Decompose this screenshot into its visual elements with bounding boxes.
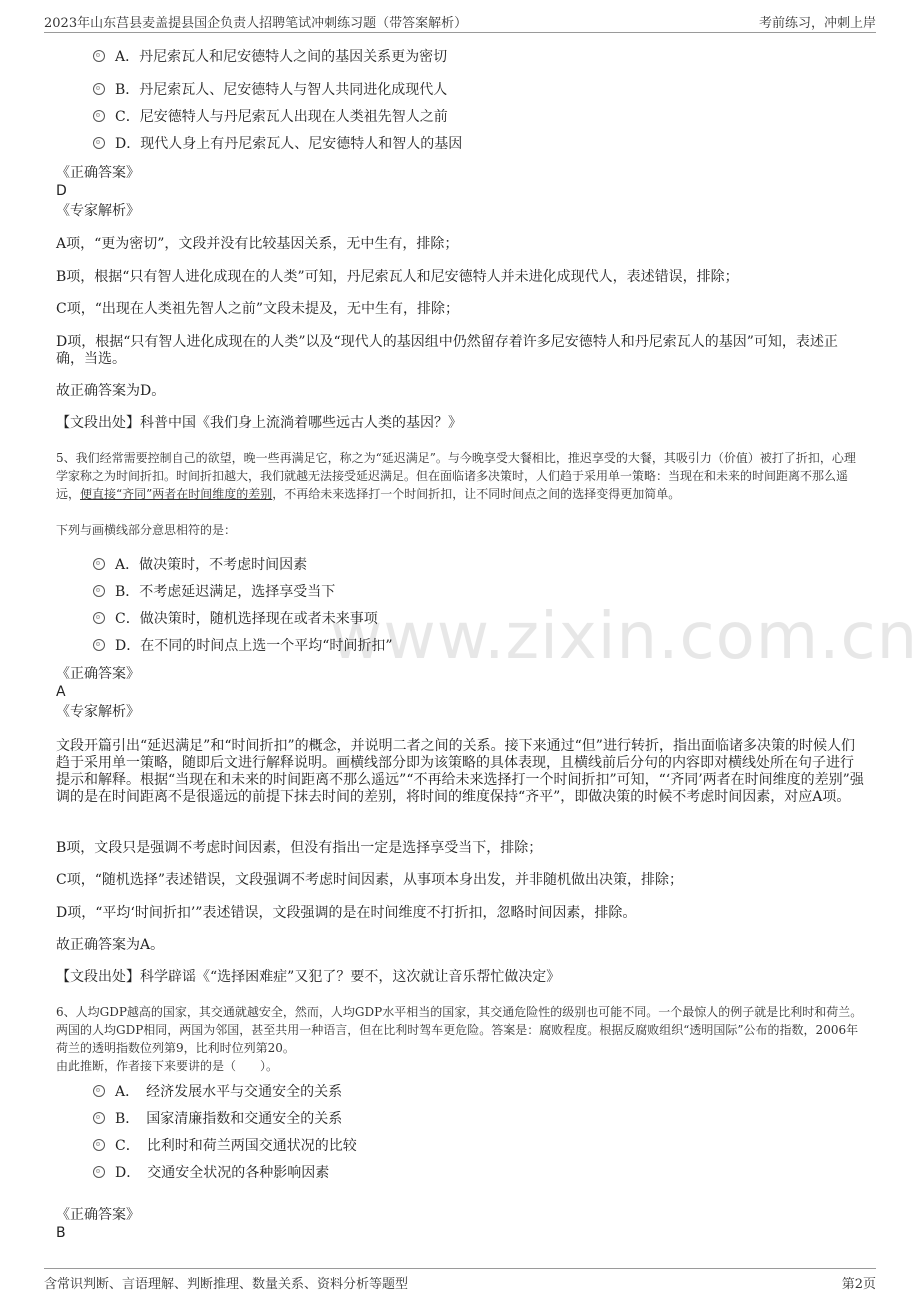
q4-analysis-c: C项，“出现在人类祖先智人之前”文段未提及，无中生有，排除； (56, 301, 460, 317)
q5-stem-part2: ，不再给未来选择打一个时间折扣，让不同时间点之间的选择变得更加简单。 (272, 487, 681, 501)
q4-conclusion: 故正确答案为D。 (56, 383, 166, 399)
q4-analysis-label: 《专家解析》 (56, 203, 140, 219)
q6-option-d[interactable] (93, 1163, 329, 1183)
q5-option-d[interactable] (93, 636, 393, 656)
q4-analysis-a: A项，“更为密切”，文段并没有比较基因关系，无中生有，排除； (56, 236, 459, 252)
radio-icon[interactable] (93, 110, 105, 122)
radio-icon[interactable] (93, 1166, 105, 1178)
option-text: C． 比利时和荷兰两国交通状况的比较 (115, 1138, 357, 1154)
q6-answer-label: 《正确答案》 (56, 1207, 140, 1223)
q4-analysis-b: B项，根据“只有智人进化成现在的人类”可知，丹尼索瓦人和尼安德特人并未进化成现代人，表述错误，排除； (56, 269, 739, 285)
q5-stem (56, 449, 864, 503)
page-footer (44, 1268, 876, 1293)
q6-stem: 6、人均GDP越高的国家，其交通就越安全，然而，人均GDP水平相当的国家，其交通危险性的级别也可能不同。一个最惊人的例子就是比利时和荷兰。两国的人均GDP相同，两国为邻国，甚至共用一种语言，但在比利时驾车更危险。答案是：腐败程度。根据反腐败组织“透明国际”公布的指数，2006年荷兰的透明指数位列第9，比利时位列第20。 (56, 1005, 863, 1055)
q5-prompt: 下列与画横线部分意思相符的是： (56, 523, 237, 537)
q4-answer-label: 《正确答案》 (56, 165, 140, 181)
q4-analysis-d: D项，根据“只有智人进化成现在的人类”以及“现代人的基因组中仍然留存着许多尼安德特人和丹尼索瓦人的基因”可知，表述正确，当选。 (56, 334, 838, 367)
document-title: 2023年山东莒县麦盖提县国企负责人招聘笔试冲刺练习题（带答案解析） (44, 16, 468, 31)
radio-icon[interactable] (93, 1112, 105, 1124)
q6-prompt: 由此推断，作者接下来要讲的是（ ）。 (56, 1059, 279, 1073)
q5-stem-part1: 5、我们经常需要控制自己的欲望，晚一些再满足它，称之为“延迟满足”。与今晚享受大餐相比，推迟享受的大餐，其吸引力（价值）被打了折扣，心理学家称之为时间折扣。时间折扣越大，我们就越无法接受延迟满足。但在面临诸多决策时，人们趋于采用单一策略：当现在和未来的时间距离不那么遥远， (56, 451, 856, 501)
option-text: A．做决策时，不考虑时间因素 (115, 557, 308, 573)
q4-option-c[interactable] (93, 107, 448, 127)
radio-icon[interactable] (93, 558, 105, 570)
radio-icon[interactable] (93, 1139, 105, 1151)
q6-option-a[interactable] (93, 1082, 342, 1102)
q6-option-b[interactable] (93, 1109, 342, 1129)
q5-stem-underlined: 便直接“齐同”两者在时间维度的差别 (80, 487, 273, 501)
radio-icon[interactable] (93, 1085, 105, 1097)
q5-option-b[interactable] (93, 582, 335, 602)
q5-source: 【文段出处】科学辟谣《“选择困难症”又犯了？要不，这次就让音乐帮忙做决定》 (56, 969, 561, 985)
option-text: B． 国家清廉指数和交通安全的关系 (115, 1111, 343, 1127)
q5-option-a[interactable] (93, 555, 307, 575)
q4-option-d[interactable] (93, 134, 462, 154)
q5-conclusion: 故正确答案为A。 (56, 937, 165, 953)
q5-analysis-c: C项，“随机选择”表述错误，文段强调不考虑时间因素，从事项本身出发，并非随机做出决策，排除； (56, 872, 684, 888)
option-text: A．丹尼索瓦人和尼安德特人之间的基因关系更为密切 (115, 49, 448, 65)
option-text: A． 经济发展水平与交通安全的关系 (115, 1084, 343, 1100)
q4-source: 【文段出处】科普中国《我们身上流淌着哪些远古人类的基因？》 (56, 415, 462, 431)
footer-text: 含常识判断、言语理解、判断推理、数量关系、资料分析等题型 (44, 1277, 409, 1292)
q5-answer: A (56, 684, 66, 700)
option-text: D． 交通安全状况的各种影响因素 (115, 1165, 330, 1181)
radio-icon[interactable] (93, 612, 105, 624)
option-text: C．尼安德特人与丹尼索瓦人出现在人类祖先智人之前 (115, 109, 448, 125)
radio-icon[interactable] (93, 585, 105, 597)
radio-icon[interactable] (93, 50, 105, 62)
q5-option-c[interactable] (93, 609, 378, 629)
option-text: B．丹尼索瓦人、尼安德特人与智人共同进化成现代人 (115, 82, 448, 98)
radio-icon[interactable] (93, 639, 105, 651)
option-text: B．不考虑延迟满足，选择享受当下 (115, 584, 336, 600)
radio-icon[interactable] (93, 83, 105, 95)
q6-answer: B (56, 1225, 66, 1241)
option-text: C．做决策时，随机选择现在或者未来事项 (115, 611, 378, 627)
q4-option-a[interactable] (93, 47, 447, 67)
q6-option-c[interactable] (93, 1136, 357, 1156)
radio-icon[interactable] (93, 137, 105, 149)
option-text: D．在不同的时间点上选一个平均“时间折扣” (115, 638, 393, 654)
q5-analysis-label: 《专家解析》 (56, 704, 140, 720)
option-text: D．现代人身上有丹尼索瓦人、尼安德特人和智人的基因 (115, 136, 463, 152)
q4-option-b[interactable] (93, 80, 447, 100)
q5-analysis-main: 文段开篇引出“延迟满足”和“时间折扣”的概念，并说明二者之间的关系。接下来通过“但”进行转折，指出面临诸多决策的时候人们趋于采用单一策略，随即后文进行解释说明。画横线部分即为该策略的具体表现，且横线前后分句的内容即对横线处所在句子进行提示和解释。根据“当现在和未来的时间距离不那么遥远”“不再给未来选择打一个时间折扣”可知，“‘齐同’两者在时间维度的差别”强调的是在时间距离不是很遥远的前提下抹去时间的差别，将时间的维度保持“齐平”，即做决策的时候不考虑时间因素，对应A项。 (56, 738, 864, 805)
q5-answer-label: 《正确答案》 (56, 666, 140, 682)
page-header (44, 8, 876, 33)
q5-analysis-b: B项，文段只是强调不考虑时间因素，但没有指出一定是选择享受当下，排除； (56, 840, 543, 856)
page-number: 第2页 (841, 1277, 876, 1292)
q5-analysis-d: D项，“平均‘时间折扣’”表述错误，文段强调的是在时间维度不打折扣，忽略时间因素，排除。 (56, 905, 637, 921)
q4-answer: D (56, 183, 67, 199)
watermark: www.zixin.com.cn (330, 600, 919, 674)
header-slogan: 考前练习，冲刺上岸 (758, 16, 876, 31)
